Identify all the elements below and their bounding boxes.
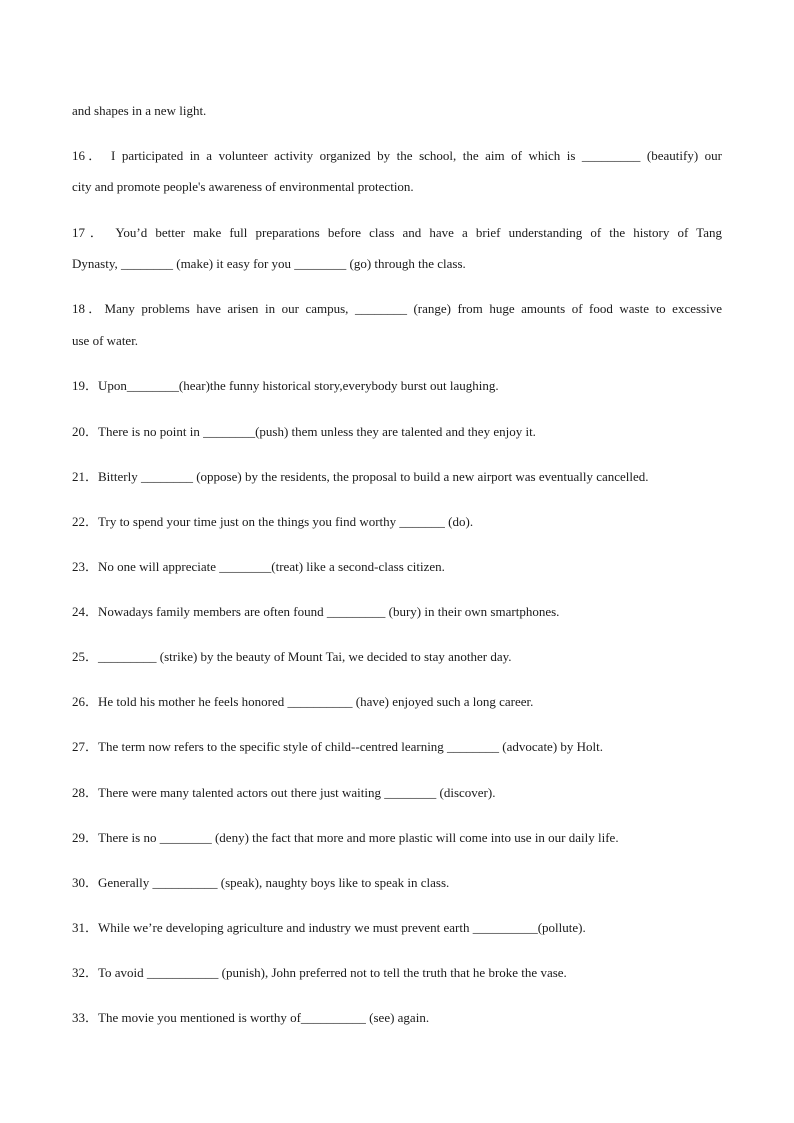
question-17-line-2: Dynasty, ________ (make) it easy for you ________ (go) through the class. [72,256,466,271]
question-26: 26．He told his mother he feels honored __________ (have) enjoyed such a long career. [72,694,534,709]
question-30: 30．Generally __________ (speak), naughty boys like to speak in class. [72,875,450,890]
question-18-line-1: 18．Many problems have arisen in our campus, ________ (range) from huge amounts of food waste to excessive [72,301,722,316]
question-18-line-2: use of water. [72,333,139,348]
question-29: 29．There is no ________ (deny) the fact that more and more plastic will come into use in our daily life. [72,830,619,845]
question-32: 32．To avoid ___________ (punish), John preferred not to tell the truth that he broke the vase. [72,965,567,980]
question-24: 24．Nowadays family members are often found _________ (bury) in their own smartphones. [72,604,560,619]
question-22: 22．Try to spend your time just on the things you find worthy _______ (do). [72,514,474,529]
question-23: 23．No one will appreciate ________(treat) like a second-class citizen. [72,559,445,574]
question-27: 27．The term now refers to the specific style of child--centred learning ________ (advocate) by Holt. [72,739,604,754]
question-19: 19．Upon________(hear)the funny historical story,everybody burst out laughing. [72,378,499,393]
question-17-line-1: 17． You’d better make full preparations before class and have a brief understanding of the history of Tang [72,225,722,240]
question-31: 31．While we’re developing agriculture and industry we must prevent earth __________(pollute). [72,920,586,935]
question-25: 25．_________ (strike) by the beauty of Mount Tai, we decided to stay another day. [72,649,512,664]
question-20: 20．There is no point in ________(push) them unless they are talented and they enjoy it. [72,424,536,439]
question-21: 21．Bitterly ________ (oppose) by the residents, the proposal to build a new airport was eventually cancelled. [72,469,649,484]
question-33: 33．The movie you mentioned is worthy of__________ (see) again. [72,1010,430,1025]
question-16-line-2: city and promote people's awareness of environmental protection. [72,179,414,194]
question-16-line-1: 16． I participated in a volunteer activity organized by the school, the aim of which is _________ (beautify) our [72,148,722,163]
continued-line: and shapes in a new light. [72,103,207,118]
question-28: 28．There were many talented actors out there just waiting ________ (discover). [72,785,496,800]
